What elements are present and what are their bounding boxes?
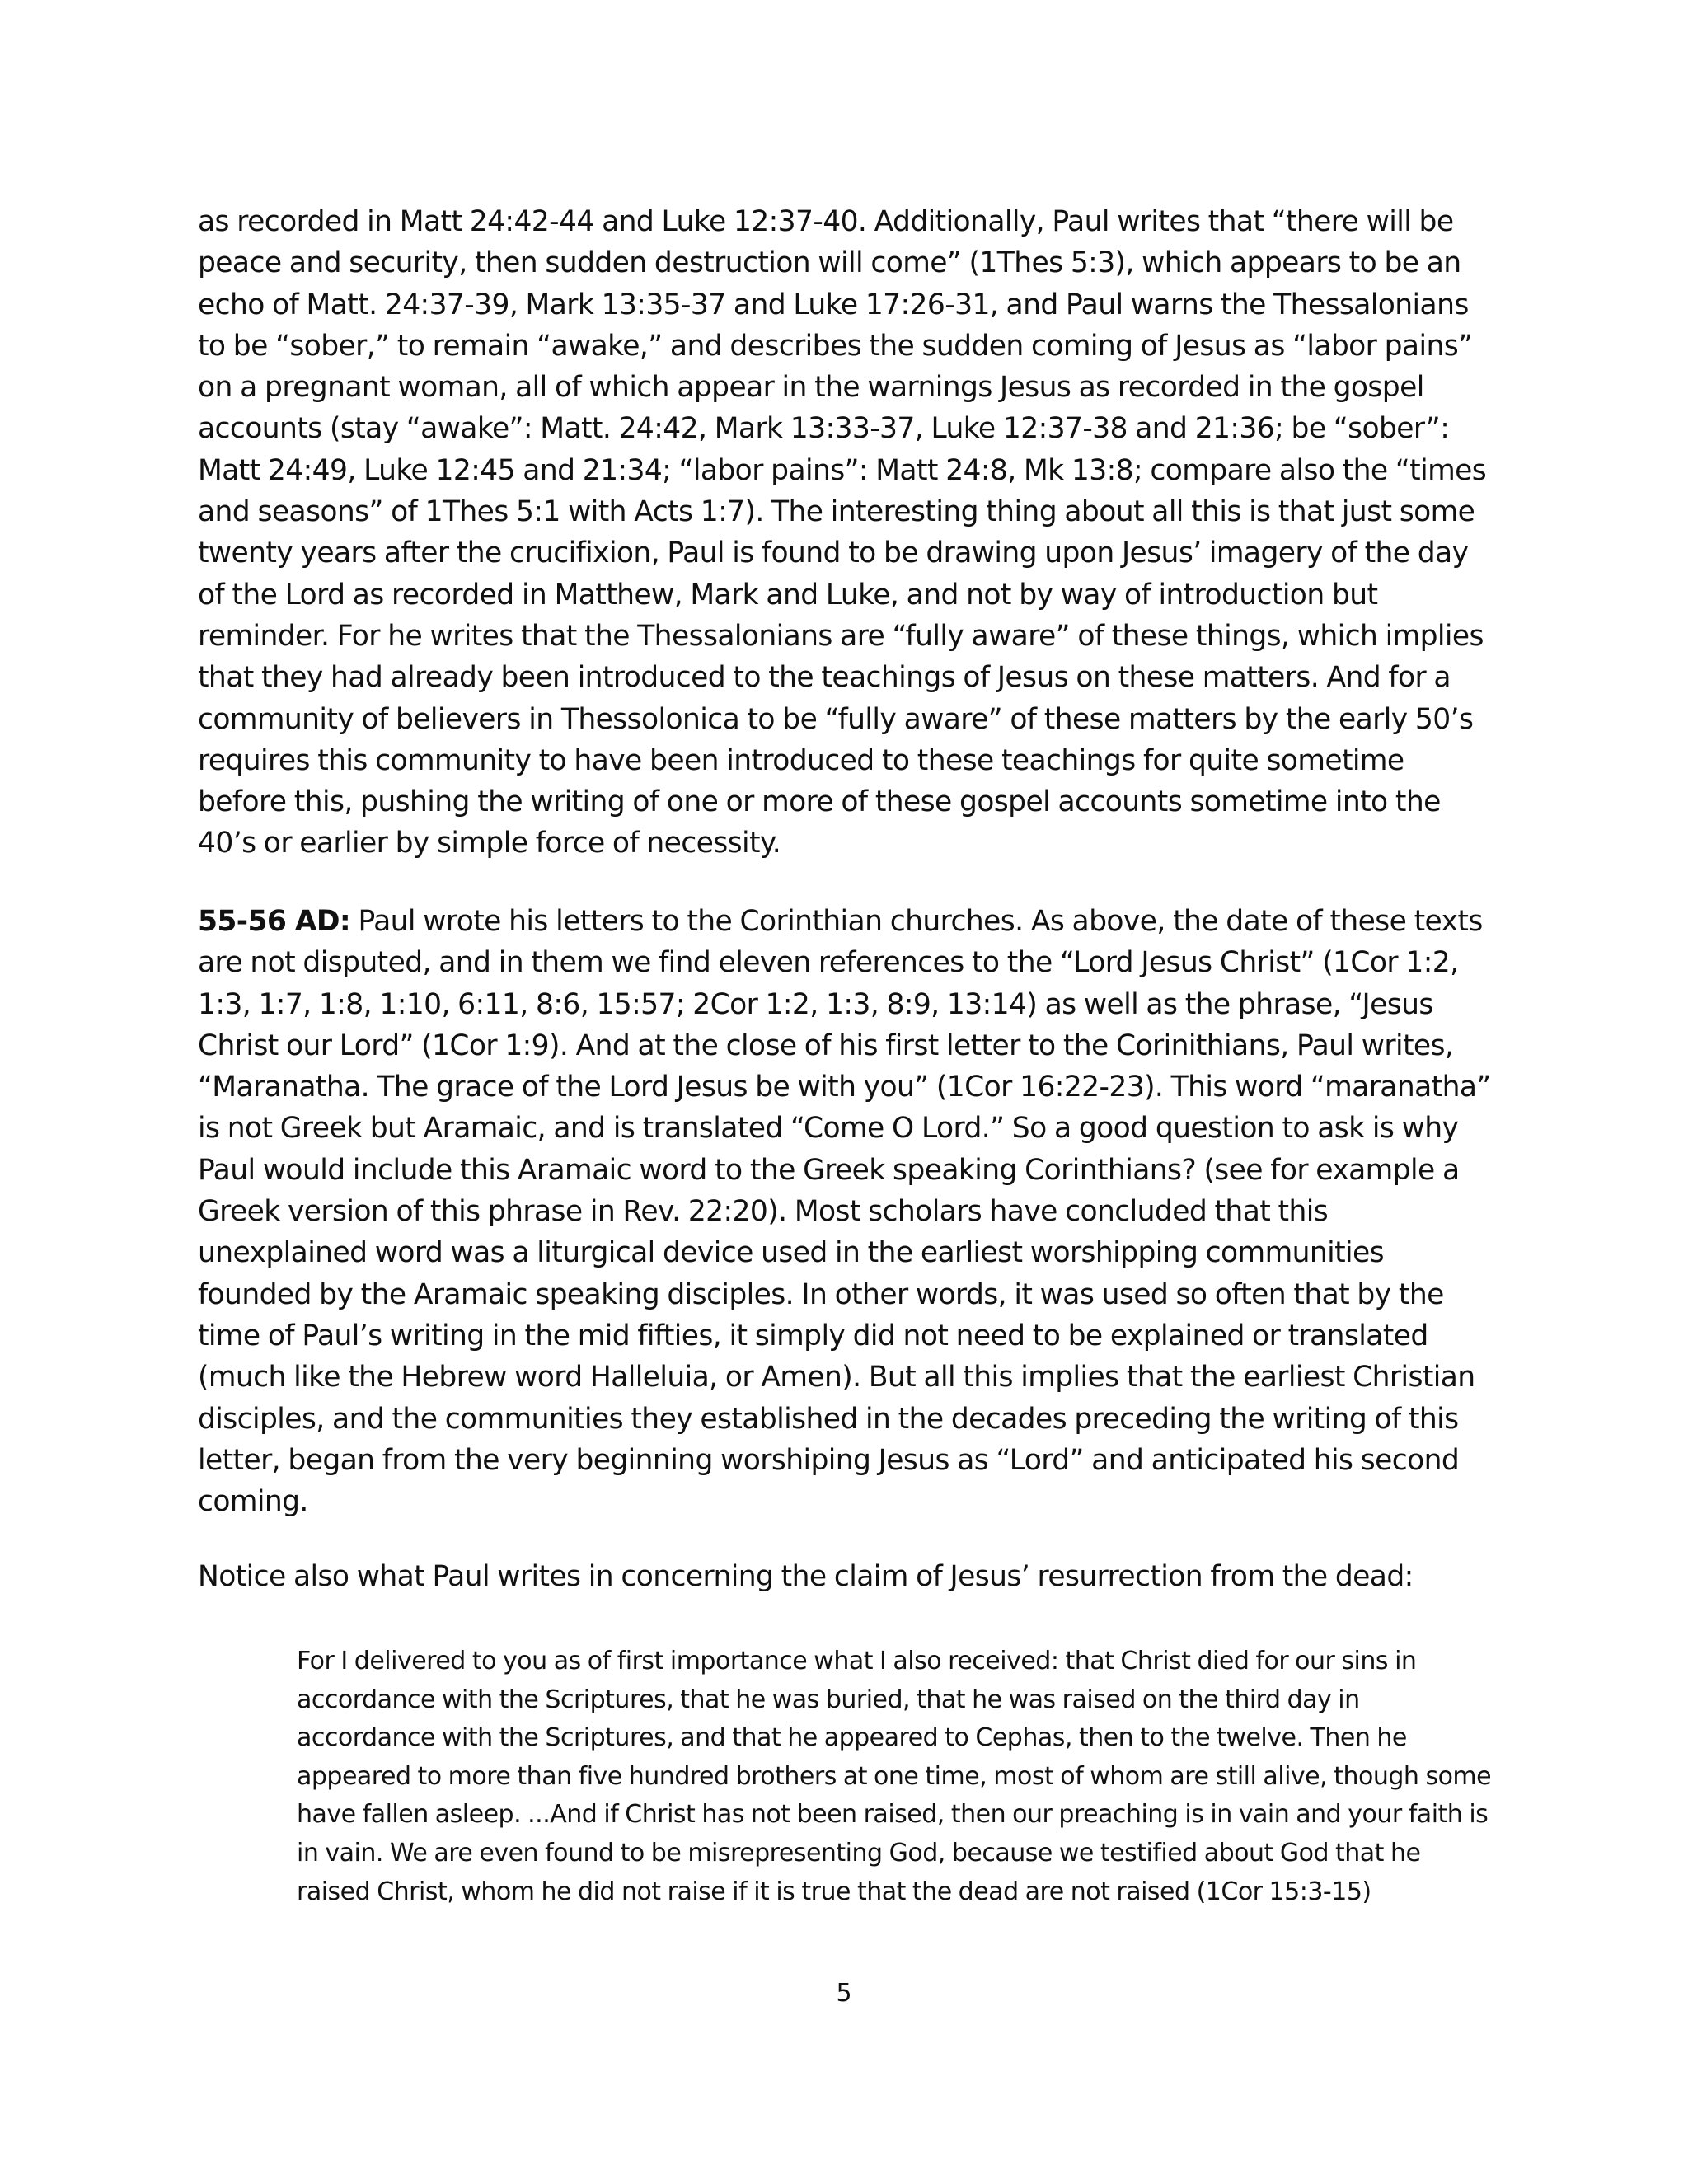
paragraph-corinthians-text: Paul wrote his letters to the Corinthian churches. As above, the date of these texts are not disputed, and in them we find eleven references to the “Lord Jesus Christ” (1Cor 1:2, 1:3, 1:7, 1:8, 1:10, 6:11, 8:6, 15:57; 2Cor 1:2, 1:3, 8:9, 13:14) as well as the phrase, “Jesus Christ our Lord” (1Cor 1:9). And at the close of his first letter to the Corinithians, Paul writes, “Maranatha. The grace of the Lord Jesus be with you” (1Cor 16:22-23). This word “maranatha” is not Greek but Aramaic, and is translated “Come O Lord.” So a good question to ask is why Paul would include this Aramaic word to the Greek speaking Corinthians? (see for example a Greek version of this phrase in Rev. 22:20). Most scholars have concluded that this unexplained word was a liturgical device used in the earliest worshipping communities founded by the Aramaic speaking disciples. In other words, it was used so often that by the time of Paul’s writing in the mid fifties, it simply did not need to be explained or translated (much like the Hebrew word Halleluia, or Amen). But all this implies that the earliest Christian disciples, and the communities they established in the decades preceding the writing of this letter, began from the very beginning worshiping Jesus as “Lord” and anticipated his second coming. <box>198 905 1491 1519</box>
date-heading: 55-56 AD: <box>198 905 351 938</box>
page-number: 5 <box>836 1979 852 2008</box>
paragraph-corinthians <box>198 901 1500 1522</box>
paragraph-thessalonians: as recorded in Matt 24:42-44 and Luke 12:37-40. Additionally, Paul writes that “there will be peace and security, then sudden destruction will come” (1Thes 5:3), which appears to be an echo of Matt. 24:37-39, Mark 13:35-37 and Luke 17:26-31, and Paul warns the Thessalonians to be “sober,” to remain “awake,” and describes the sudden coming of Jesus as “labor pains” on a pregnant woman, all of which appear in the warnings Jesus as recorded in the gospel accounts (stay “awake”: Matt. 24:42, Mark 13:33-37, Luke 12:37-38 and 21:36; be “sober”: Matt 24:49, Luke 12:45 and 21:34; “labor pains”: Matt 24:8, Mk 13:8; compare also the “times and seasons” of 1Thes 5:1 with Acts 1:7). The interesting thing about all this is that just some twenty years after the crucifixion, Paul is found to be drawing upon Jesus’ imagery of the day of the Lord as recorded in Matthew, Mark and Luke, and not by way of introduction but reminder. For he writes that the Thessalonians are “fully aware” of these things, which implies that they had already been introduced to the teachings of Jesus on these matters. And for a community of believers in Thessolonica to be “fully aware” of these matters by the early 50’s requires this community to have been introduced to these teachings for quite sometime before this, pushing the writing of one or more of these gospel accounts sometime into the 40’s or earlier by simple force of necessity. <box>198 205 1487 860</box>
block-quote-1cor-15: For I delivered to you as of first importance what I also received: that Christ died for our sins in accordance with the Scriptures, that he was buried, that he was raised on the third day in accordance with the Scriptures, and that he appeared to Cephas, then to the twelve. Then he appeared to more than five hundred brothers at one time, most of whom are still alive, though some have fallen asleep. ...And if Christ has not been raised, then our preaching is in vain and your faith is in vain. We are even found to be misrepresenting God, because we testified about God that he raised Christ, whom he did not raise if it is true that the dead are not raised (1Cor 15:3-15) <box>297 1647 1492 1906</box>
paragraph-resurrection-intro: Notice also what Paul writes in concerning the claim of Jesus’ resurrection from the dead: <box>198 1560 1414 1593</box>
